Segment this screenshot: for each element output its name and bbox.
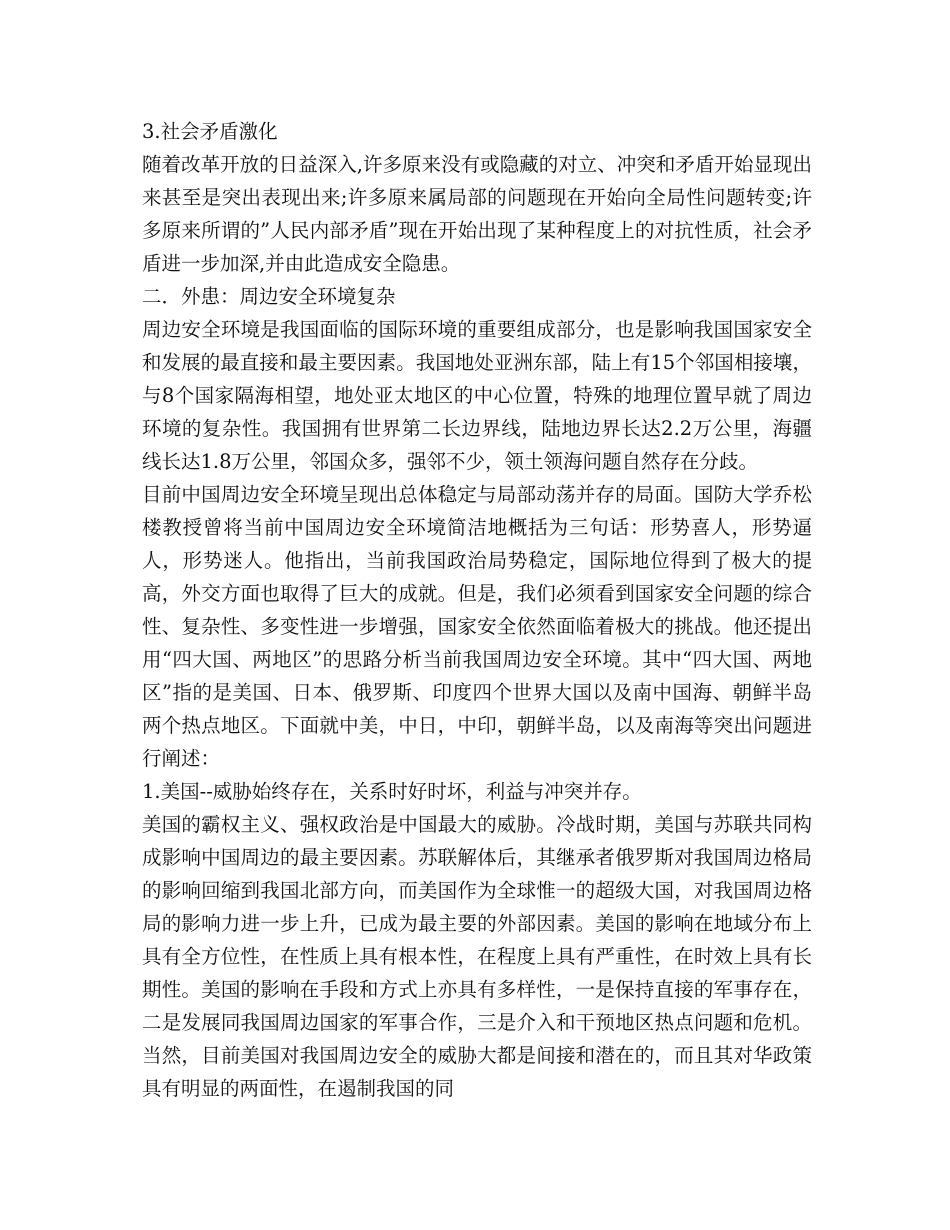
paragraph-usa-threat: 美国的霸权主义、强权政治是中国最大的威胁。冷战时期，美国与苏联共同构成影响中国周边的最主要因素。苏联解体后，其继承者俄罗斯对我国周边格局的影响回缩到我国北部方向，而美国作为全球惟一的超级大国，对我国周边格局的影响力进一步上升，已成为最主要的外部因素。美国的影响在地域分布上具有全方位性，在性质上具有根本性，在程度上具有严重性，在时效上具有长期性。美国的影响在手段和方式上亦具有多样性，一是保持直接的军事存在，二是发展同我国周边国家的军事合作，三是介入和干预地区热点问题和危机。当然，目前美国对我国周边安全的威胁大都是间接和潜在的，而且其对华政策具有明显的两面性，在遏制我国的同: [142, 813, 812, 1100]
section-heading-usa: 1.美国--威胁始终存在，关系时好时坏，利益与冲突并存。: [142, 780, 642, 803]
section-heading-external-threats: 二．外患：周边安全环境复杂: [142, 285, 396, 308]
paragraph-social-conflict: 随着改革开放的日益深入,许多原来没有或隐藏的对立、冲突和矛盾开始显现出来甚至是突出表现出来;许多原来属局部的问题现在开始向全局性问题转变;许多原来所谓的”人民内部矛盾”现在开始出现了某种程度上的对抗性质，社会矛盾进一步加深,并由此造成安全隐患。: [142, 153, 812, 275]
section-heading-social-conflict: 3.社会矛盾激化: [142, 120, 278, 143]
paragraph-surrounding-environment: 周边安全环境是我国面临的国际环境的重要组成部分，也是影响我国国家安全和发展的最直接和最主要因素。我国地处亚洲东部，陆上有15个邻国相接壤，与8个国家隔海相望，地处亚太地区的中心位置，特殊的地理位置早就了周边环境的复杂性。我国拥有世界第二长边界线，陆地边界长达2.2万公里，海疆线长达1.8万公里，邻国众多，强邻不少，领土领海问题自然存在分歧。: [142, 318, 812, 473]
document-body: [142, 115, 812, 1105]
paragraph-current-situation: 目前中国周边安全环境呈现出总体稳定与局部动荡并存的局面。国防大学乔松楼教授曾将当前中国周边安全环境简洁地概括为三句话：形势喜人，形势逼人，形势迷人。他指出，当前我国政治局势稳定，国际地位得到了极大的提高，外交方面也取得了巨大的成就。但是，我们必须看到国家安全问题的综合性、复杂性、多变性进一步增强，国家安全依然面临着极大的挑战。他还提出用“四大国、两地区”的思路分析当前我国周边安全环境。其中“四大国、两地区”指的是美国、日本、俄罗斯、印度四个世界大国以及南中国海、朝鲜半岛两个热点地区。下面就中美，中日，中印，朝鲜半岛，以及南海等突出问题进行阐述：: [142, 483, 812, 770]
